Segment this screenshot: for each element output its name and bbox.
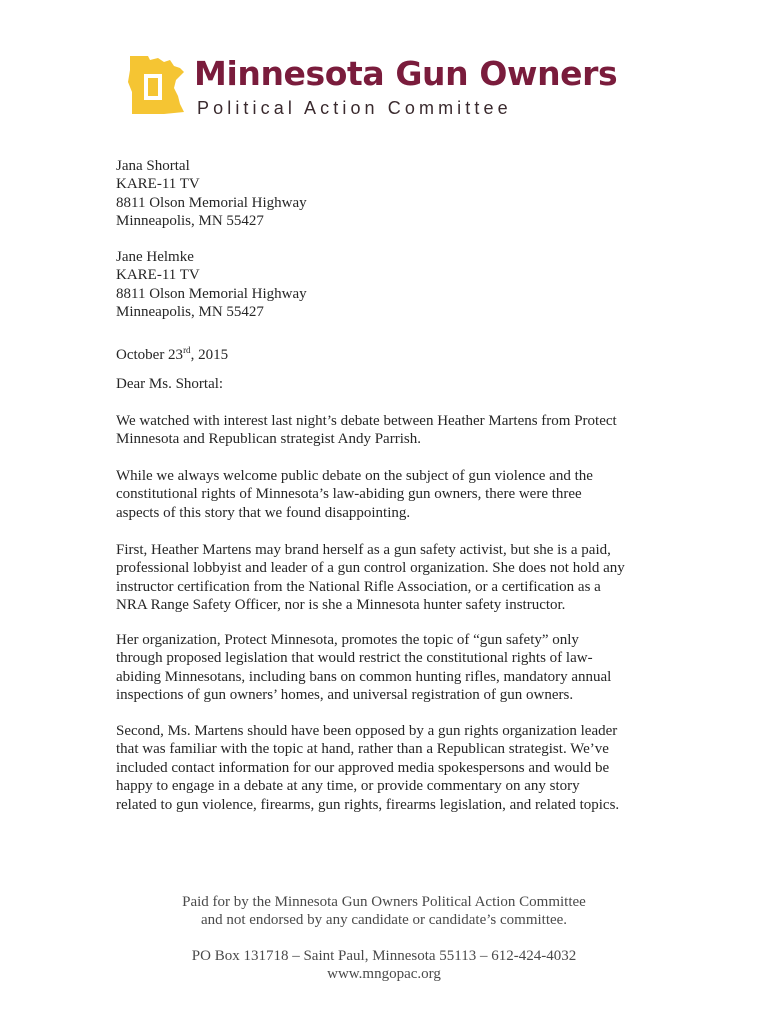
paragraph-line: aspects of this story that we found disappointing. <box>116 504 411 521</box>
recipient-name: Jana Shortal <box>116 158 190 174</box>
recipient-street: 8811 Olson Memorial Highway <box>116 194 307 211</box>
paragraph-line: related to gun violence, firearms, gun rights, firearms legislation, and related topics. <box>116 796 620 813</box>
paragraph-line: abiding Minnesotans, including bans on common hunting rifles, mandatory annual <box>116 668 612 685</box>
paragraph-3 <box>116 541 625 615</box>
recipient-address-2 <box>116 248 676 322</box>
paragraph-line: Minnesota and Republican strategist Andy Parrish. <box>116 431 421 448</box>
paragraph-line: that was familiar with the topic at hand, rather than a Republican strategist. We’ve <box>116 741 609 758</box>
paragraph-1 <box>116 412 617 449</box>
organization-subtitle: Political Action Committee <box>197 98 512 118</box>
recipient-org: KARE-11 TV <box>116 176 200 193</box>
footer-disclaimer-line: Paid for by the Minnesota Gun Owners Political Action Committee <box>182 894 586 910</box>
paragraph-line: through proposed legislation that would restrict the constitutional rights of law- <box>116 650 593 667</box>
paragraph-2 <box>116 467 593 522</box>
paragraph-line: included contact information for our approved media spokespersons and would be <box>116 759 610 776</box>
minnesota-state-logo-icon <box>124 52 186 118</box>
paragraph-4 <box>116 631 611 705</box>
paragraph-line: professional lobbyist and leader of a gun control organization. She does not hold any <box>116 560 625 577</box>
footer-contact <box>0 947 768 984</box>
footer-disclaimer-line: and not endorsed by any candidate or candidate’s committee. <box>200 912 568 929</box>
letter-date <box>116 341 228 364</box>
paragraph-line: happy to engage in a debate at any time, or provide commentary on any story <box>116 778 580 795</box>
paragraph-line: NRA Range Safety Officer, nor is she a Minnesota hunter safety instructor. <box>116 597 566 614</box>
paragraph-line: Her organization, Protect Minnesota, promotes the topic of “gun safety” only <box>116 632 579 648</box>
date-prefix: October 23 <box>116 347 184 363</box>
date-ordinal: rd <box>183 345 191 355</box>
paragraph-line: inspections of gun owners’ homes, and universal registration of gun owners. <box>116 687 574 704</box>
recipient-name: Jane Helmke <box>116 249 194 265</box>
footer-address: PO Box 131718 – Saint Paul, Minnesota 55113 – 612-424-4032 <box>191 948 577 964</box>
organization-name: Minnesota Gun Owners <box>194 54 618 93</box>
recipient-city: Minneapolis, MN 55427 <box>116 304 264 321</box>
recipient-street: 8811 Olson Memorial Highway <box>116 285 307 302</box>
recipient-city: Minneapolis, MN 55427 <box>116 213 264 230</box>
paragraph-line: instructor certification from the National Rifle Association, or a certification as a <box>116 578 601 595</box>
paragraph-line: While we always welcome public debate on the subject of gun violence and the <box>116 468 593 484</box>
recipient-org: KARE-11 TV <box>116 267 200 284</box>
paragraph-line: Second, Ms. Martens should have been opposed by a gun rights organization leader <box>116 723 618 739</box>
recipient-address-1 <box>116 157 676 231</box>
paragraph-line: We watched with interest last night’s debate between Heather Martens from Protect <box>116 413 617 429</box>
paragraph-line: constitutional rights of Minnesota’s law-abiding gun owners, there were three <box>116 486 582 503</box>
footer-disclaimer <box>0 893 768 930</box>
footer-website: www.mngopac.org <box>327 966 441 983</box>
date-year: , 2015 <box>190 347 229 363</box>
salutation: Dear Ms. Shortal: <box>116 376 224 392</box>
paragraph-line: First, Heather Martens may brand herself as a gun safety activist, but she is a paid, <box>116 542 611 558</box>
paragraph-5 <box>116 722 619 814</box>
